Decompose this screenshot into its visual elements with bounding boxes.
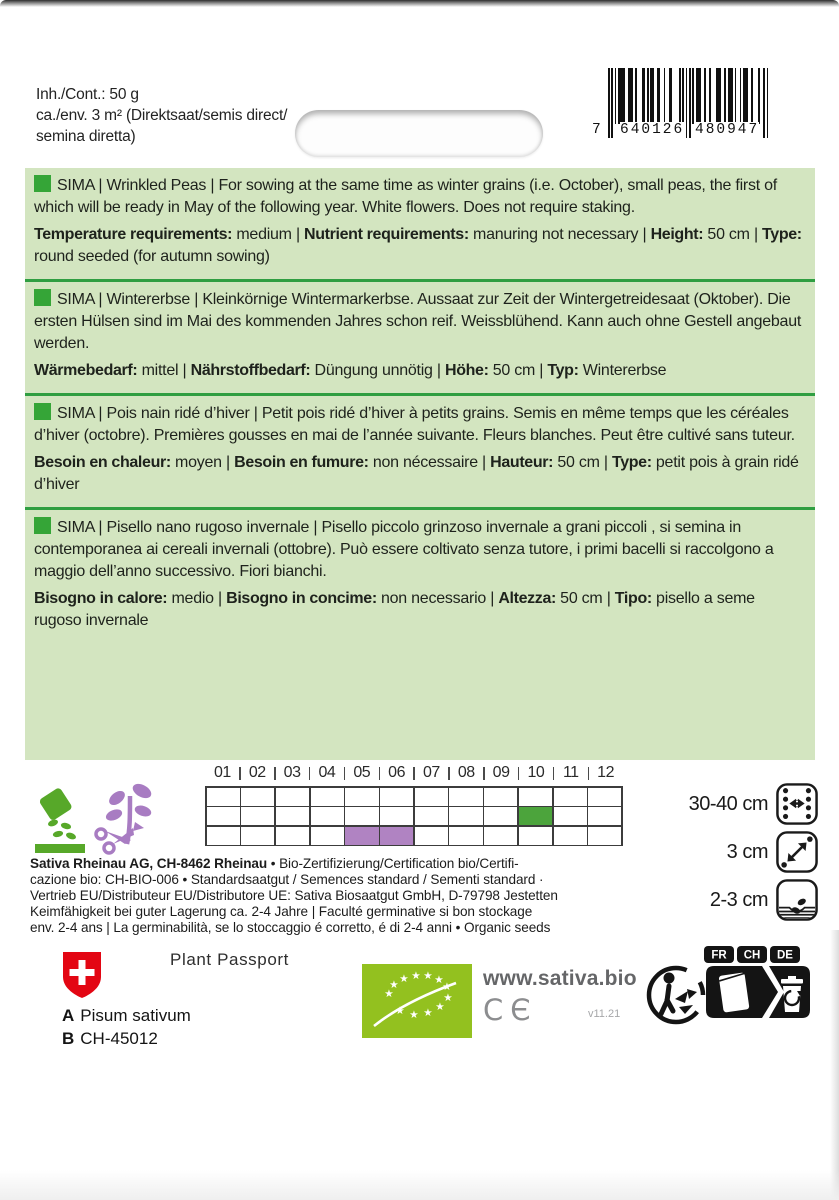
calendar-cell — [484, 788, 517, 806]
plant-spacing-icon — [776, 831, 818, 873]
growing-specs: Temperature requirements: medium | Nutrient requirements: manuring not necessary | Height: 50 cm | Type: round seeded (for autumn sowing) — [34, 226, 802, 265]
sowing-depth-value: 2-3 cm — [709, 888, 768, 911]
lang-block-it — [25, 507, 815, 643]
calendar-sowing-cell — [519, 807, 552, 825]
plant-spacing-value: 3 cm — [726, 840, 768, 863]
seed-packet-pictogram — [719, 972, 750, 1012]
lang-block-fr — [25, 393, 815, 507]
row-spacing-icon — [776, 783, 818, 825]
plant-spacing — [648, 830, 818, 874]
calendar-cell — [241, 807, 274, 825]
swiss-cross-icon — [62, 951, 102, 999]
calendar-cell — [449, 827, 482, 845]
green-square-marker-icon — [34, 517, 51, 534]
company-info-line: cazione bio: CH-BIO-006 • Standardsaatgut / Semences standard / Sementi standard · — [30, 871, 544, 887]
calendar-month-label: 10 — [518, 764, 553, 786]
harvest-icon — [96, 781, 154, 853]
row-spacing — [648, 782, 818, 826]
calendar-month-label: 05 — [344, 764, 379, 786]
calendar-cell — [484, 807, 517, 825]
calendar-cell — [207, 788, 240, 806]
row-spacing-value: 30-40 cm — [688, 792, 768, 815]
hang-slot — [295, 110, 543, 157]
calendar-month-label: 07 — [414, 764, 449, 786]
packaging-disposal-icon — [703, 946, 813, 1020]
calendar-month-label: 02 — [240, 764, 275, 786]
svg-text:★: ★ — [442, 981, 452, 993]
svg-text:★: ★ — [409, 1009, 419, 1021]
calendar-cell — [449, 788, 482, 806]
coverage-area-line2: semina diretta) — [36, 128, 136, 145]
growing-specs: Besoin en chaleur: moyen | Besoin en fumure: non nécessaire | Hauteur: 50 cm | Type: petit pois à grain ridé d’hiver — [34, 454, 799, 493]
calendar-cell — [588, 788, 621, 806]
calendar-month-label: 06 — [379, 764, 414, 786]
lang-block-en — [25, 168, 815, 279]
calendar-cell — [519, 827, 552, 845]
passport-entry-a: A Pisum sativum — [62, 1006, 191, 1025]
content-info — [36, 84, 287, 147]
calendar-cell — [415, 788, 448, 806]
passport-entry-b: B CH-45012 — [62, 1029, 158, 1048]
calendar-header — [205, 764, 623, 786]
growing-specs: Bisogno in calore: medio | Bisogno in concime: non necessario | Altezza: 50 cm | Tipo: pisello a seme rugoso invernale — [34, 590, 755, 629]
calendar-month-label: 11 — [553, 764, 588, 786]
calendar-cell — [345, 807, 378, 825]
lang-block-de — [25, 279, 815, 393]
calendar-cell — [380, 807, 413, 825]
disposal-tab-fr: FR — [711, 949, 727, 962]
calendar-cell — [554, 788, 587, 806]
green-square-marker-icon — [34, 289, 51, 306]
calendar-cell — [241, 827, 274, 845]
coverage-area-line1: ca./env. 3 m² (Direktsaat/semis direct/ — [36, 107, 288, 124]
packet-top-edge — [0, 0, 839, 7]
company-info-line: env. 2-4 ans | La germinabilità, se lo stoccaggio é corretto, é di 2-4 anni • Organic seeds — [30, 919, 551, 935]
calendar-cell — [554, 827, 587, 845]
calendar-month-label: 09 — [484, 764, 519, 786]
calendar-legend-icons — [35, 778, 165, 858]
calendar-cell — [449, 807, 482, 825]
calendar-harvest-cell — [380, 827, 413, 845]
calendar-cell — [415, 827, 448, 845]
calendar-month-label: 01 — [205, 764, 240, 786]
svg-text:★: ★ — [389, 979, 399, 991]
calendar-grid — [205, 786, 623, 846]
calendar-cell — [345, 788, 378, 806]
company-info-line: Vertrieb EU/Distributeur EU/Distributore UE: Sativa Biosaatgut GmbH, D-79798 Jestetten — [30, 887, 558, 903]
calendar-cell — [207, 827, 240, 845]
calendar-cell — [588, 827, 621, 845]
calendar-cell — [207, 807, 240, 825]
ean-barcode: 7 640126 480947 — [592, 64, 782, 160]
triman-recycling-icon — [645, 959, 707, 1027]
calendar-cell — [484, 827, 517, 845]
content-amount: Inh./Cont.: 50 g — [36, 86, 139, 103]
calendar-cell — [380, 788, 413, 806]
svg-text:★: ★ — [411, 970, 421, 982]
disposal-tab-de: DE — [777, 949, 793, 962]
ce-mark: CЄ — [483, 993, 538, 1027]
svg-text:★: ★ — [435, 1001, 445, 1013]
packet-bottom-edge — [0, 1170, 839, 1200]
spacing-info — [648, 782, 818, 926]
company-info-line: Keimfähigkeit bei guter Lagerung ca. 2-4 Jahre | Faculté germinative si bon stockage — [30, 903, 533, 919]
svg-text:★: ★ — [395, 1005, 405, 1017]
version-label: v11.21 — [588, 1008, 621, 1020]
calendar-cell — [415, 807, 448, 825]
calendar-month-label: 03 — [275, 764, 310, 786]
svg-text:★: ★ — [434, 974, 444, 986]
calendar-cell — [276, 827, 309, 845]
sowing-depth-icon — [776, 879, 818, 921]
variety-description: SIMA | Wintererbse | Kleinkörnige Wintermarkerbse. Aussaat zur Zeit der Wintergetreidesaat (Oktober). Die ersten Hülsen sind im Mai des kommenden Jahres schon reif. Weissblühend. Kann auch ohne Gestell angebaut werden. — [34, 291, 802, 352]
sowing-icon — [35, 787, 85, 853]
calendar-harvest-cell — [345, 827, 378, 845]
svg-text:★: ★ — [384, 988, 394, 1000]
calendar-cell — [276, 807, 309, 825]
calendar-cell — [311, 788, 344, 806]
plant-passport-heading: Plant Passport — [170, 950, 289, 969]
calendar-month-label: 12 — [597, 764, 614, 781]
calendar-month-label: 08 — [449, 764, 484, 786]
eu-organic-logo — [362, 964, 472, 1038]
language-panel — [25, 168, 815, 760]
green-square-marker-icon — [34, 175, 51, 192]
plant-passport-entries — [62, 1004, 191, 1050]
variety-description: SIMA | Wrinkled Peas | For sowing at the same time as winter grains (i.e. October), small peas, the first of which will be ready in May of the following year. White flowers. Does not require staking. — [34, 177, 777, 216]
calendar-cell — [554, 807, 587, 825]
calendar-cell — [311, 827, 344, 845]
variety-description: SIMA | Pois nain ridé d’hiver | Petit pois ridé d’hiver à petits grains. Semis en même temps que les céréales d’hiver (octobre). Premières gousses en mai de l’année suivante. Fleurs blanches. Peut être cultivé sans tuteur. — [34, 405, 795, 444]
calendar-cell — [276, 788, 309, 806]
sowing-depth — [648, 878, 818, 922]
calendar-cell — [311, 807, 344, 825]
svg-text:★: ★ — [443, 992, 453, 1004]
growing-specs: Wärmebedarf: mittel | Nährstoffbedarf: Düngung unnötig | Höhe: 50 cm | Typ: Wintererbse — [34, 362, 667, 379]
company-info-line: Sativa Rheinau AG, CH-8462 Rheinau • Bio-Zertifizierung/Certification bio/Certifi- — [30, 856, 519, 871]
svg-text:★: ★ — [423, 970, 433, 982]
calendar-cell — [241, 788, 274, 806]
calendar-cell — [588, 807, 621, 825]
svg-text:★: ★ — [399, 973, 409, 985]
svg-text:★: ★ — [423, 1007, 433, 1019]
green-square-marker-icon — [34, 403, 51, 420]
packet-right-edge — [830, 930, 839, 1200]
company-info — [30, 856, 650, 936]
calendar-cell — [519, 788, 552, 806]
website-url: www.sativa.bio — [483, 967, 637, 990]
disposal-tab-ch: CH — [743, 949, 761, 962]
sowing-calendar — [205, 764, 623, 846]
variety-description: SIMA | Pisello nano rugoso invernale | Pisello piccolo grinzoso invernale a grani piccoli , si semina in contemporanea ai cereali invernali (ottobre). Può essere coltivato senza tutore, i primi bacelli si raccolgono a maggio dell’anno successivo. Fiori bianchi. — [34, 519, 774, 580]
calendar-month-label: 04 — [309, 764, 344, 786]
